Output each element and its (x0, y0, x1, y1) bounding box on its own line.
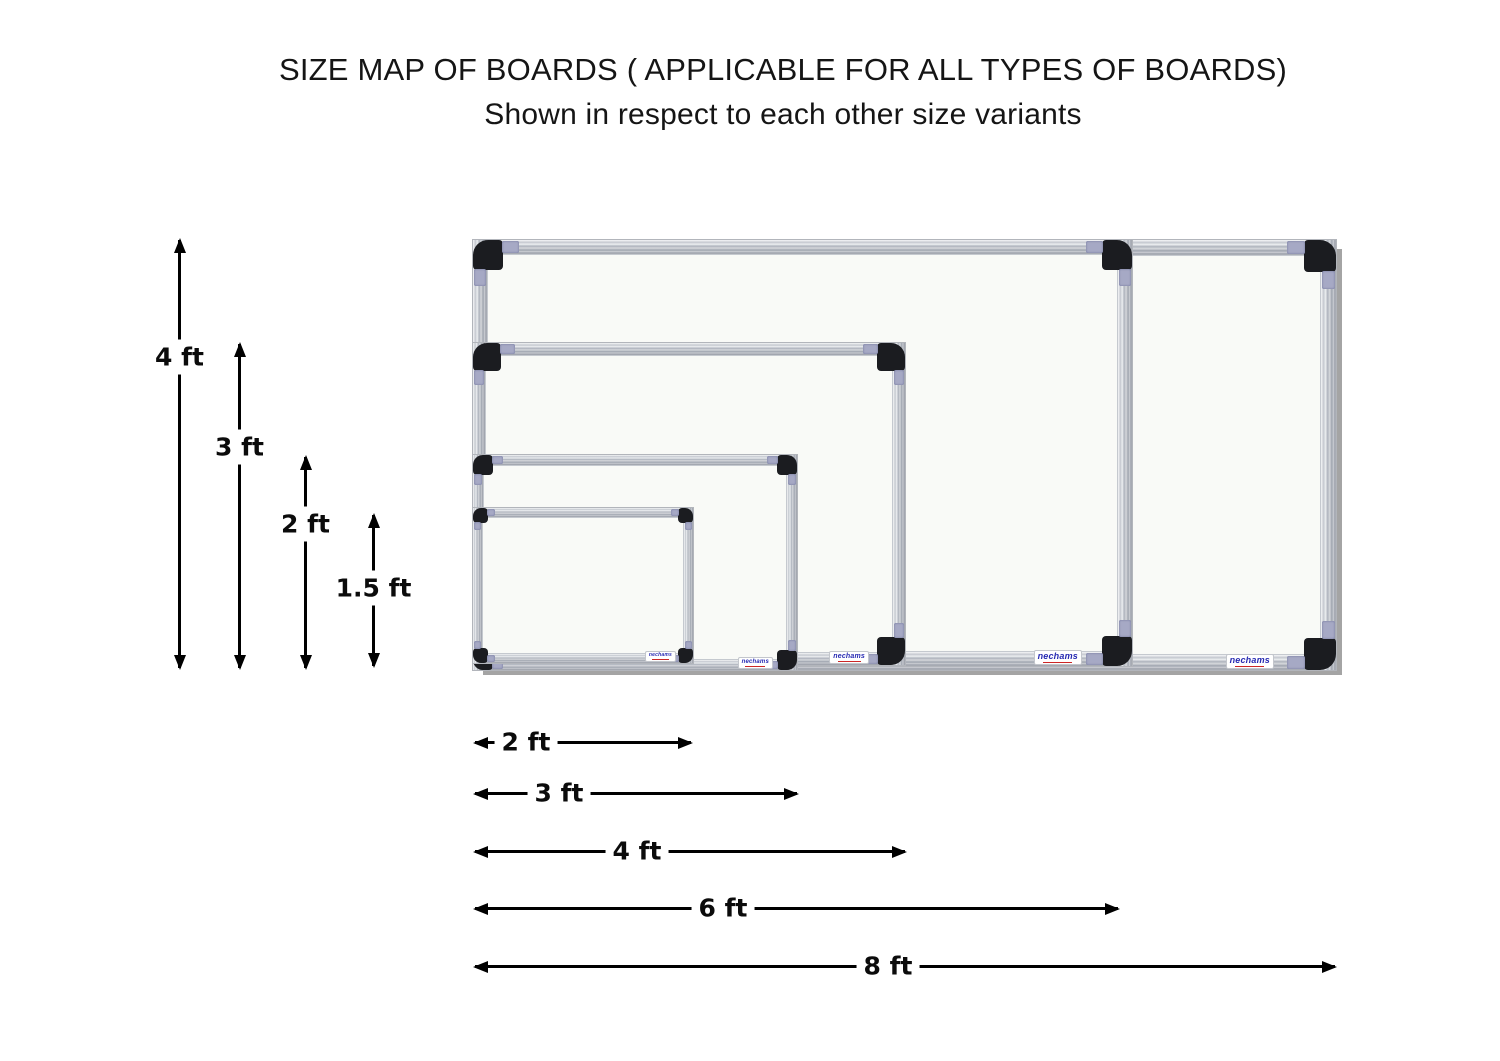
arrowhead-right-icon (784, 788, 799, 800)
brand-label: nechams (1037, 651, 1078, 661)
arrowhead-left-icon (473, 737, 488, 749)
arrowhead-up-icon (174, 238, 186, 253)
arrowhead-up-icon (234, 342, 246, 357)
height-arrow-1-5ft (335, 515, 412, 666)
brand-label: nechams (833, 653, 865, 660)
width-arrow-2ft (475, 727, 691, 757)
height-label-1-5ft: 1.5 ft (329, 571, 419, 606)
arrowhead-left-icon (473, 788, 488, 800)
width-label-2ft: 2 ft (495, 725, 558, 760)
arrowhead-up-icon (368, 513, 380, 528)
page-title: SIZE MAP OF BOARDS ( APPLICABLE FOR ALL TYPES OF BOARDS) (278, 52, 1288, 87)
height-label-4ft: 4 ft (148, 340, 211, 375)
width-label-4ft: 4 ft (606, 834, 669, 869)
brand-label: nechams (741, 659, 769, 665)
width-label-8ft: 8 ft (857, 949, 920, 984)
height-label-3ft: 3 ft (208, 430, 271, 465)
arrowhead-down-icon (300, 655, 312, 670)
arrowhead-left-icon (473, 903, 488, 915)
arrowhead-right-icon (1105, 903, 1120, 915)
arrowhead-down-icon (234, 655, 246, 670)
width-arrow-8ft (475, 951, 1335, 981)
width-arrow-6ft (475, 893, 1118, 923)
width-label-6ft: 6 ft (692, 891, 755, 926)
arrowhead-right-icon (892, 846, 907, 858)
brand-label: nechams (648, 652, 672, 658)
arrowhead-left-icon (473, 961, 488, 973)
height-label-2ft: 2 ft (274, 507, 337, 542)
width-arrow-3ft (475, 778, 797, 808)
arrowhead-right-icon (678, 737, 693, 749)
height-arrow-4ft (155, 240, 204, 668)
arrowhead-left-icon (473, 846, 488, 858)
height-arrow-3ft (215, 344, 264, 668)
arrowhead-right-icon (1322, 961, 1337, 973)
arrowhead-down-icon (368, 653, 380, 668)
page-subtitle: Shown in respect to each other size variants (484, 98, 1082, 131)
width-arrow-4ft (475, 836, 905, 866)
arrowhead-down-icon (174, 655, 186, 670)
width-label-3ft: 3 ft (528, 776, 591, 811)
height-arrow-2ft (281, 457, 330, 668)
brand-label: nechams (1229, 655, 1270, 665)
arrowhead-up-icon (300, 455, 312, 470)
